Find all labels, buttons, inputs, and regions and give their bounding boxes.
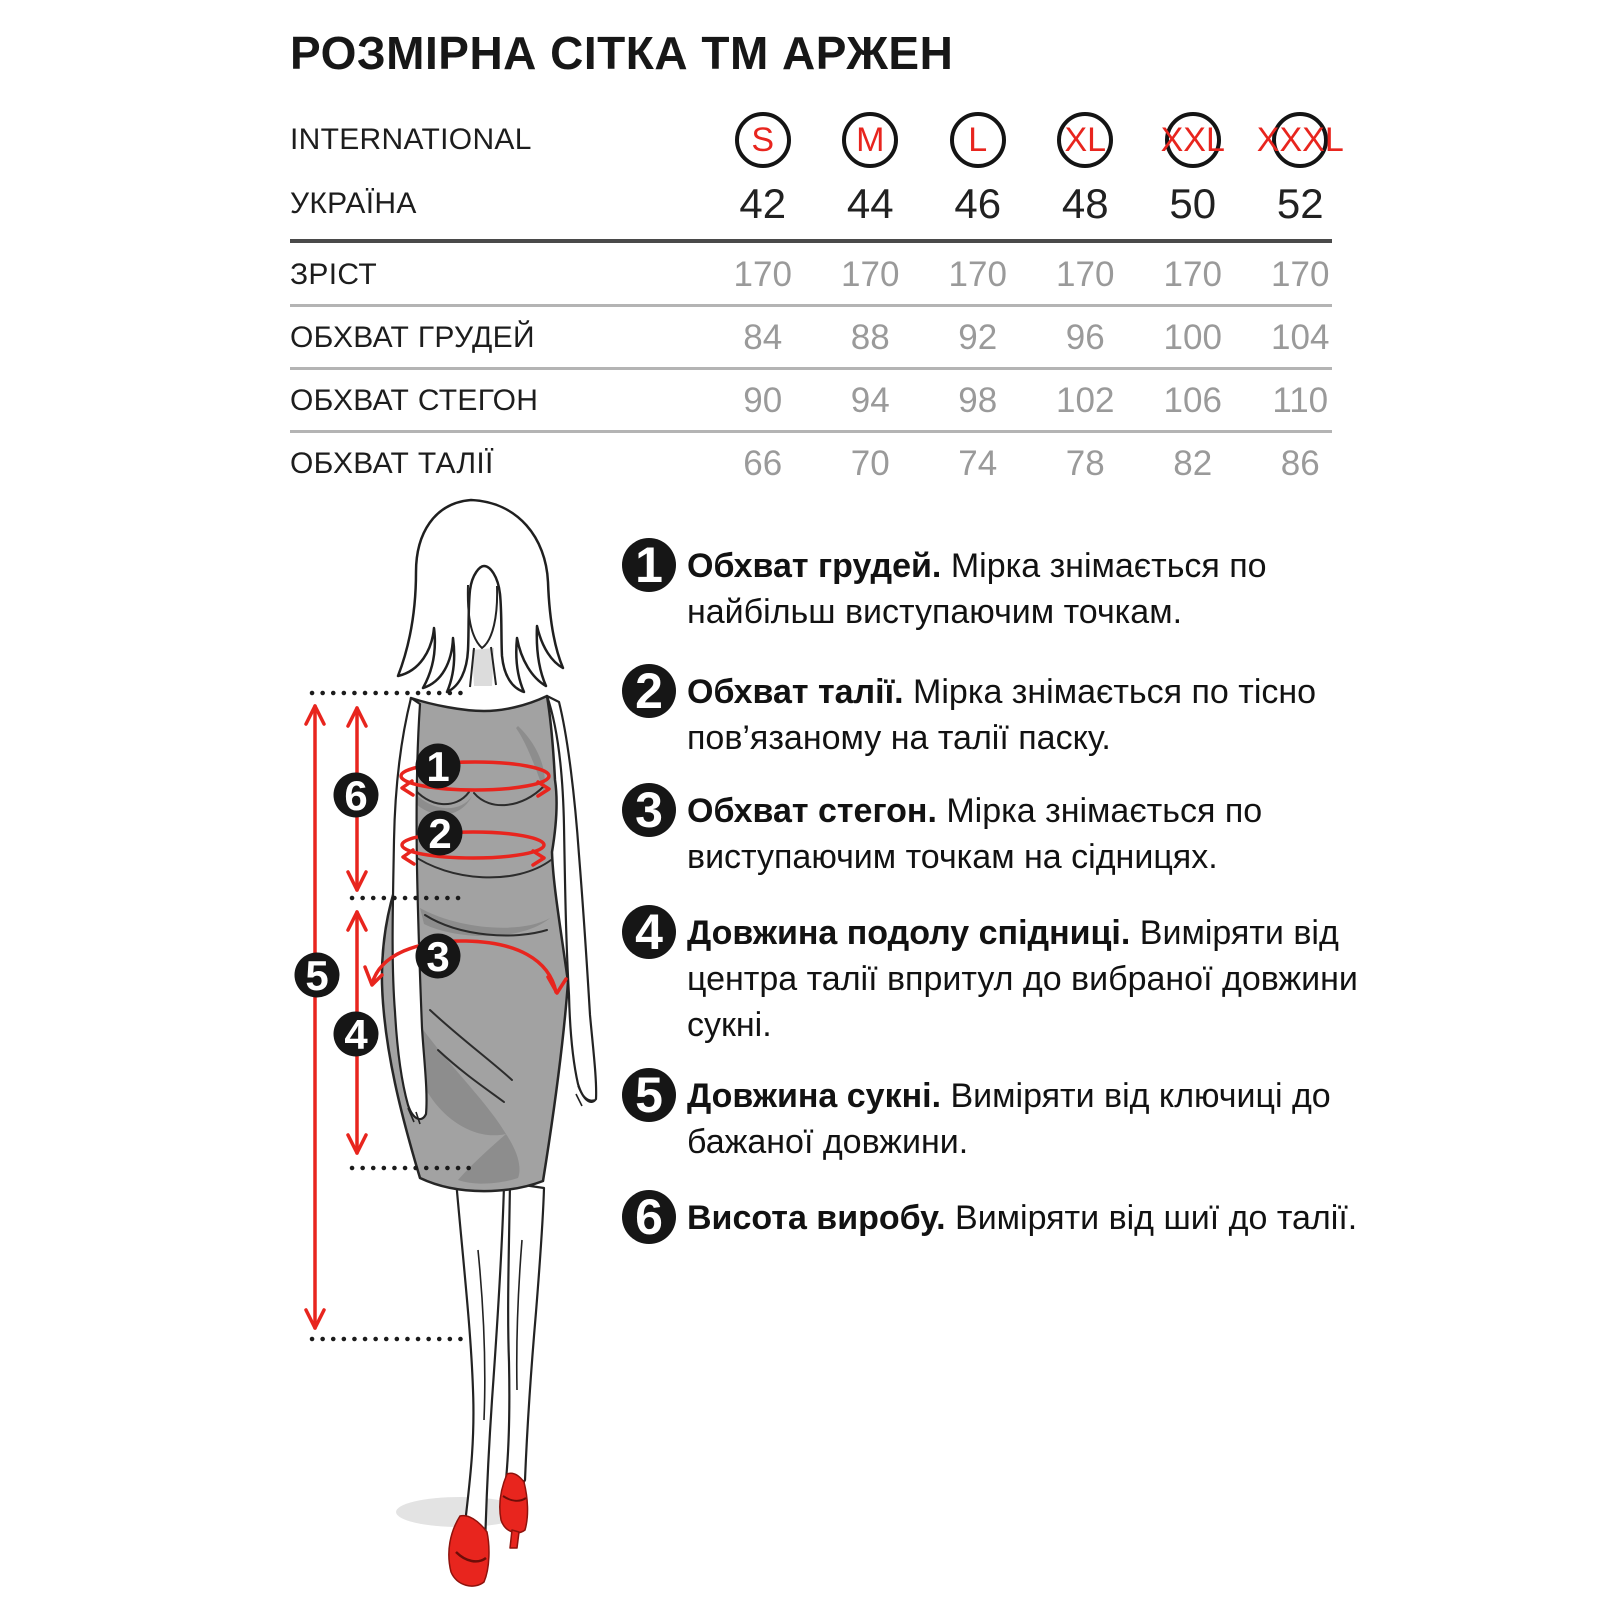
table-cell: 42 (739, 180, 787, 227)
svg-text:3: 3 (426, 933, 450, 980)
legend-text (687, 783, 1392, 880)
table-cell: 94 (850, 381, 890, 420)
table-cell: 66 (743, 444, 783, 483)
table-cell: 100 (1163, 318, 1222, 357)
table-cell: 170 (1056, 255, 1115, 294)
legend-text (687, 1068, 1392, 1165)
row-label-hips: ОБХВАТ СТЕГОН (290, 384, 539, 417)
table-cell: 86 (1280, 444, 1320, 483)
size-circle-m (842, 112, 898, 168)
table-cell: 78 (1065, 444, 1105, 483)
table-cell: 96 (1065, 318, 1105, 357)
svg-text:1: 1 (426, 743, 450, 790)
legend-badge-6: 6 (622, 1190, 676, 1244)
size-circle-s (735, 112, 791, 168)
table-cell: 170 (841, 255, 900, 294)
legend-item-waist (622, 664, 1392, 761)
table-row-bust (290, 306, 1354, 370)
figure-marker-4 (334, 1011, 379, 1058)
legend-term: Довжина сукні. (687, 1077, 942, 1115)
table-cell: 88 (850, 318, 890, 357)
figure-marker-5 (295, 952, 340, 999)
legend-desc: Мірка знімається по найбільш виступаючим точкам. (687, 547, 1267, 631)
table-cell: 170 (1163, 255, 1222, 294)
size-letter: XXXL (1256, 120, 1344, 159)
woman-sketch-illustration (260, 490, 660, 1600)
legend-term: Висота виробу. (687, 1199, 946, 1237)
size-letter: L (968, 120, 988, 159)
legend-item-hips (622, 783, 1392, 880)
table-row-height (290, 243, 1354, 307)
legend-badge-1: 1 (622, 538, 676, 592)
table-row-hips (290, 369, 1354, 433)
row-label-waist: ОБХВАТ ТАЛІЇ (290, 447, 494, 480)
table-cell: 110 (1272, 381, 1329, 420)
arrow-dress-length-5 (306, 706, 324, 1328)
table-cell: 70 (850, 444, 890, 483)
table-cell: 82 (1173, 444, 1213, 483)
table-cell: 104 (1271, 318, 1330, 357)
table-cell: 44 (846, 180, 894, 227)
svg-text:2: 2 (428, 810, 452, 857)
size-letter: S (751, 120, 775, 159)
table-cell: 50 (1169, 180, 1217, 227)
figure-marker-6 (334, 772, 379, 819)
table-cell: 84 (743, 318, 783, 357)
legend-term: Обхват талії. (687, 673, 904, 711)
legend-item-bust (622, 538, 1392, 635)
red-shoes (449, 1473, 528, 1586)
row-label-ukraine: УКРАЇНА (290, 187, 417, 220)
size-letter: XXL (1160, 120, 1225, 159)
legend-text (687, 905, 1392, 1048)
legend-text (687, 538, 1392, 635)
legend-term: Обхват грудей. (687, 547, 942, 585)
legend-item-product-height (622, 1190, 1392, 1244)
size-letter: XL (1064, 120, 1107, 159)
size-circle-xl (1057, 112, 1113, 168)
legend-badge-2: 2 (622, 664, 676, 718)
svg-text:6: 6 (344, 772, 368, 819)
legend-desc: Мірка знімається по виступаючим точкам на сідницях. (687, 792, 1263, 876)
legend-desc: Виміряти від ключиці до бажаної довжини. (687, 1077, 1331, 1161)
row-label-bust: ОБХВАТ ГРУДЕЙ (290, 321, 535, 354)
size-circle-l (950, 112, 1006, 168)
table-cell: 102 (1056, 381, 1115, 420)
table-cell: 74 (958, 444, 998, 483)
table-cell: 52 (1276, 180, 1324, 227)
table-cell: 106 (1163, 381, 1222, 420)
measurement-figure (260, 490, 660, 1600)
legend-desc: Виміряти від шиї до талії. (955, 1199, 1358, 1237)
table-cell: 170 (948, 255, 1007, 294)
legend-text (687, 1190, 1392, 1241)
table-row-waist (290, 432, 1354, 496)
face (468, 585, 497, 687)
size-circle-xxl (1160, 112, 1225, 168)
row-label-height: ЗРІСТ (290, 258, 377, 291)
legend-badge-3: 3 (622, 783, 676, 837)
legend-desc: Виміряти від центра талії впритул до вибраної довжини сукні. (687, 914, 1358, 1044)
table-cell: 170 (733, 255, 792, 294)
legend-term: Довжина подолу спідниці. (687, 914, 1131, 952)
legend-item-dress-length (622, 1068, 1392, 1165)
table-cell: 48 (1061, 180, 1109, 227)
legend-item-skirt-length (622, 905, 1392, 1048)
table-cell: 46 (954, 180, 1002, 227)
table-cell: 98 (958, 381, 998, 420)
size-letter: M (856, 120, 885, 159)
table-cell: 92 (958, 318, 998, 357)
table-cell: 90 (743, 381, 783, 420)
legend-desc: Мірка знімається по тісно пов’язаному на талії паску. (687, 673, 1317, 757)
legend-badge-5: 5 (622, 1068, 676, 1122)
legend-badge-4: 4 (622, 905, 676, 959)
svg-text:4: 4 (344, 1011, 368, 1058)
table-cell: 170 (1271, 255, 1330, 294)
row-label-international: INTERNATIONAL (290, 123, 532, 156)
size-circle-xxxl (1256, 112, 1344, 168)
table-row-international (290, 108, 1354, 172)
page-title: РОЗМІРНА СІТКА ТМ АРЖЕН (290, 27, 954, 79)
legend-term: Обхват стегон. (687, 792, 937, 830)
legend-text (687, 664, 1392, 761)
svg-text:5: 5 (305, 952, 329, 999)
table-row-ukraine (290, 172, 1354, 236)
